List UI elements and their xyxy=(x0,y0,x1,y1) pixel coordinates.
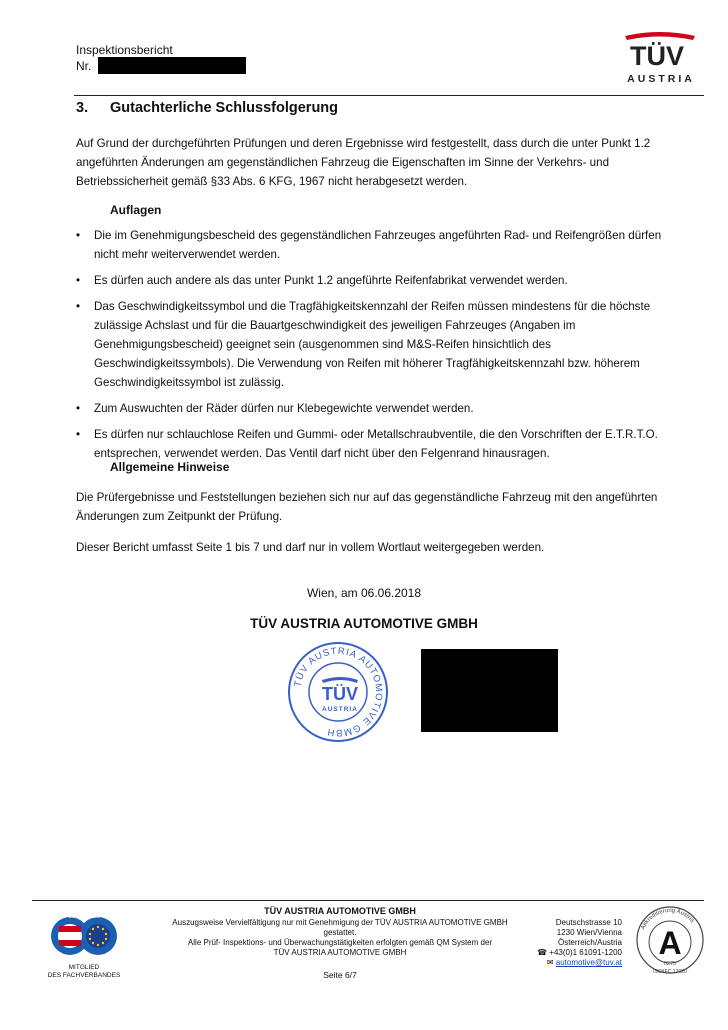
logo-main-text: TÜV xyxy=(630,41,684,71)
badge-bottom-text: BÜROS xyxy=(74,954,94,960)
list-item: • Zum Auswuchten der Räder dürfen nur Klebegewichte verwendet werden. xyxy=(76,399,678,418)
hinweise-heading: Allgemeine Hinweise xyxy=(110,460,230,474)
tuv-austria-logo xyxy=(605,30,705,90)
stamp-main-text: TÜV xyxy=(322,684,358,704)
list-item: • Die im Genehmigungsbescheid des gegenständlichen Fahrzeuges angeführten Rad- und Reifengrößen dürfen nicht mehr weiterverwendet werden. xyxy=(76,226,678,264)
footer-company: TÜV AUSTRIA AUTOMOTIVE GMBH xyxy=(264,906,416,916)
mail-icon: ✉ xyxy=(546,958,556,967)
doc-type: Inspektionsbericht xyxy=(76,43,173,57)
section-title-text: Gutachterliche Schlussfolgerung xyxy=(110,100,339,116)
list-item: • Es dürfen auch andere als das unter Punkt 1.2 angeführte Reifenfabrikat verwendet werden. xyxy=(76,271,678,290)
logo-sub-text: AUSTRIA xyxy=(627,73,695,85)
place-date: Wien, am 06.06.2018 xyxy=(306,586,422,600)
accreditation-number: 0275 xyxy=(663,961,677,967)
footer-notice-line-3: Alle Prüf- Inspektions- und Überwachungstätigkeiten erfolgten gemäß QM System der xyxy=(187,938,493,947)
stamp-swoosh-icon xyxy=(322,677,358,683)
fachverband-member-logo xyxy=(42,908,126,964)
accreditation-ring-text: Akkreditierung Austria xyxy=(640,907,695,931)
footer-rule xyxy=(32,900,704,901)
footer-notice-line-4: TÜV AUSTRIA AUTOMOTIVE GMBH xyxy=(273,948,407,957)
redacted-signature xyxy=(421,649,558,732)
list-item: • Es dürfen nur schlauchlose Reifen und Gummi- oder Metallschraubventile, die den Vorschriften der E.T.R.T.O. entsprechen, verwendet werden. Das Ventil darf nicht über den Felgenrand hinausragen. xyxy=(76,425,678,463)
scope-paragraph: Dieser Bericht umfasst Seite 1 bis 7 und darf nur in vollem Wortlaut weitergegeben werden. xyxy=(76,541,545,554)
list-item: • Das Geschwindigkeitssymbol und die Tragfähigkeitskennzahl der Reifen müssen mindestens für die höchste zulässige Achslast und für die Bauartgeschwindigkeit des jeweiligen Fahrzeuges (Angaben im Genehmigungsbescheid) geeignet sein (ausgenommen sind M&S-Reifen hinsichtlich des Geschwindigkeitssymbols). Die Verwendung von Reifen mit höherer Tragfähigkeitskennzahl bzw. höherem Geschwindigkeitssymbol ist zulässig. xyxy=(76,297,678,392)
email-row xyxy=(500,958,622,968)
company-stamp xyxy=(286,640,390,744)
auflagen-list xyxy=(76,226,678,470)
accreditation-mark xyxy=(634,904,706,976)
footer-notice xyxy=(140,918,540,958)
accreditation-norm: ISO/IEC 17020 xyxy=(653,969,687,975)
hinweise-paragraph: Die Prüfergebnisse und Feststellungen beziehen sich nur auf das gegenständliche Fahrzeug mit den angeführten Änderungen zum Zeitpunkt der Prüfung. xyxy=(76,491,658,523)
auflagen-heading: Auflagen xyxy=(110,203,162,217)
logo-swoosh-icon xyxy=(625,32,695,40)
stamp-sub-text: AUSTRIA xyxy=(322,706,358,713)
email-link[interactable]: automotive@tuv.at xyxy=(555,958,622,967)
accreditation-letter: A xyxy=(658,925,682,961)
section-title xyxy=(76,100,338,116)
phone-number: +43(0)1 61091-1200 xyxy=(549,948,622,957)
section-number: 3. xyxy=(76,100,89,116)
header-rule xyxy=(74,95,704,96)
address-line-3: Österreich/Austria xyxy=(557,938,622,947)
footer-notice-line-1: Auszugsweise Vervielfältigung nur mit Genehmigung der TÜV AUSTRIA AUTOMOTIVE GMBH xyxy=(172,918,508,927)
member-line-1: MITGLIED xyxy=(68,964,100,971)
redacted-report-number xyxy=(98,57,246,74)
page-number: Seite 6/7 xyxy=(323,970,357,980)
address-line-2: 1230 Wien/Vienna xyxy=(556,928,622,937)
phone-row xyxy=(500,948,622,958)
stamp-ring-text: TÜV AUSTRIA AUTOMOTIVE GMBH xyxy=(292,645,385,739)
footer-notice-line-2: gestattet. xyxy=(323,928,357,937)
intro-paragraph: Auf Grund der durchgeführten Prüfungen und deren Ergebnisse wird festgestellt, dass durch die unter Punkt 1.2 angeführten Änderungen am gegenständlichen Fahrzeug die Eigenschaften im Sinne der Verkehrs- und Betriebssicherheit gemäß §33 Abs. 6 KFG, 1967 nicht herabgesetzt werden. xyxy=(76,137,651,188)
address-line-1: Deutschstrasse 10 xyxy=(555,918,622,927)
report-number-label: Nr. xyxy=(76,59,92,73)
member-line-2: DES FACHVERBANDES xyxy=(47,972,121,979)
phone-icon: ☎ xyxy=(537,948,550,957)
badge-top-text: INGENIEUR xyxy=(68,914,100,920)
member-caption xyxy=(38,964,130,980)
signature-company: TÜV AUSTRIA AUTOMOTIVE GMBH xyxy=(250,616,478,631)
footer-address xyxy=(500,918,622,968)
